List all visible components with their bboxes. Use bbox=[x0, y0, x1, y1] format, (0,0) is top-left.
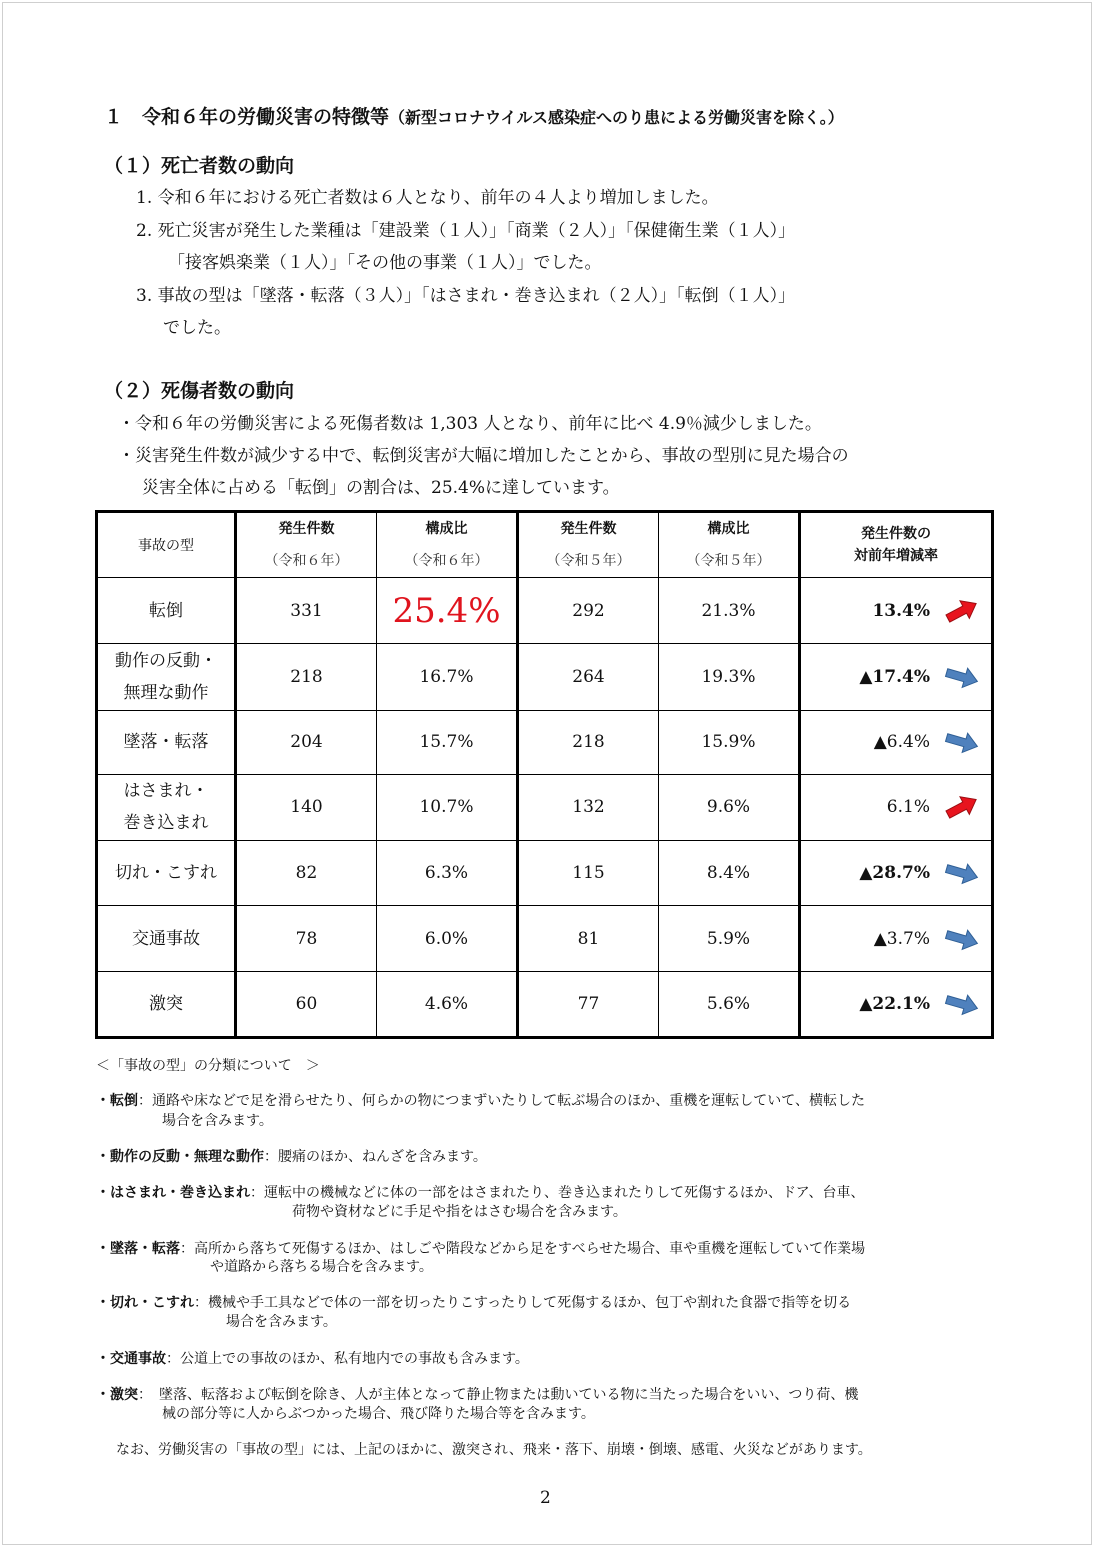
injuries-bullet-1: ・令和６年の労働災害による死傷者数は 1,303 人となり、前年に比べ 4.9％減少しました。 bbox=[118, 414, 822, 434]
cell-ratio-r6-value: 10.7% bbox=[419, 797, 474, 818]
down-arrow-icon bbox=[943, 664, 981, 690]
change-rate-value: 6.1% bbox=[886, 797, 930, 818]
cell-count-r6 bbox=[236, 774, 377, 840]
note-kire bbox=[96, 1292, 851, 1312]
cell-ratio-r5 bbox=[659, 578, 800, 644]
cell-ratio-r5 bbox=[659, 710, 800, 774]
note-dousa-label: ・動作の反動・無理な動作 bbox=[96, 1149, 264, 1165]
note-hasamare-cont: 荷物や資材などに手足や指をはさむ場合を含みます。 bbox=[292, 1204, 627, 1220]
cell-count-r6 bbox=[236, 644, 377, 710]
note-gekitotsu-cont: 械の部分等に人からぶつかった場合、飛び降りた場合等を含みます。 bbox=[162, 1406, 595, 1422]
cell-ratio-r5-value: 5.6% bbox=[706, 993, 751, 1014]
note-kire-label: ・切れ・こすれ bbox=[96, 1295, 194, 1311]
notes-title: ＜「事故の型」の分類について ＞ bbox=[96, 1058, 320, 1074]
cell-count-r6 bbox=[236, 841, 377, 906]
cell-ratio-r5-value: 5.9% bbox=[706, 928, 751, 949]
cell-type bbox=[97, 841, 236, 906]
cell-change-rate bbox=[800, 971, 993, 1037]
note-tsuiraku-label: ・墜落・転落 bbox=[96, 1241, 180, 1257]
change-rate-value: ▲17.4% bbox=[859, 666, 930, 687]
note-tentou-text: ：通路や床などで足を滑らせたり、何らかの物につまずいたりして転ぶ場合のほか、重機を運転していて、横転した bbox=[138, 1093, 866, 1109]
type-label-line1: 動作の反動・ bbox=[115, 650, 217, 671]
cell-count-r6-value: 60 bbox=[295, 993, 318, 1014]
notes-closing: なお、労働災害の「事故の型」には、上記のほかに、激突され、飛来・落下、崩壊・倒壊、感電、火災などがあります。 bbox=[116, 1442, 872, 1458]
header-change-rate bbox=[800, 512, 993, 578]
cell-count-r6 bbox=[236, 578, 377, 644]
cell-ratio-r5-value: 15.9% bbox=[701, 732, 756, 753]
cell-type bbox=[97, 971, 236, 1037]
table-row bbox=[97, 774, 993, 840]
note-gekitotsu bbox=[96, 1384, 858, 1404]
table-row bbox=[97, 578, 993, 644]
cell-ratio-r6-value: 15.7% bbox=[419, 732, 474, 753]
change-rate-value: ▲6.4% bbox=[873, 732, 930, 753]
cell-change-rate bbox=[800, 906, 993, 971]
deaths-item-1: 1. 令和６年における死亡者数は６人となり、前年の４人より増加しました。 bbox=[136, 188, 719, 208]
cell-ratio-r5 bbox=[659, 971, 800, 1037]
cell-count-r5-value: 218 bbox=[572, 732, 605, 753]
note-hasamare-text: ：運転中の機械などに体の一部をはさまれたり、巻き込まれたりして死傷するほか、ドア、台車、 bbox=[250, 1185, 865, 1201]
header-change-rate-line1: 発生件数の bbox=[861, 526, 931, 542]
cell-count-r5-value: 292 bbox=[572, 600, 605, 621]
cell-ratio-r6 bbox=[377, 578, 518, 644]
header-type: 事故の型 bbox=[97, 512, 236, 578]
note-kire-cont: 場合を含みます。 bbox=[226, 1314, 337, 1330]
cell-count-r6-value: 140 bbox=[290, 797, 323, 818]
cell-ratio-r6 bbox=[377, 906, 518, 971]
cell-ratio-r6-value: 6.3% bbox=[424, 863, 469, 884]
cell-ratio-r6 bbox=[377, 710, 518, 774]
note-hasamare bbox=[96, 1182, 864, 1202]
note-tsuiraku-cont: や道路から落ちる場合を含みます。 bbox=[210, 1259, 433, 1275]
header-ratio-r6-label: 構成比 bbox=[425, 521, 468, 537]
table-row bbox=[97, 841, 993, 906]
change-rate-value: ▲28.7% bbox=[859, 863, 930, 884]
cell-count-r6-value: 82 bbox=[295, 863, 318, 884]
cell-ratio-r6-value: 6.0% bbox=[424, 928, 469, 949]
heading-deaths: （１）死亡者数の動向 bbox=[104, 155, 295, 177]
header-count-r5-label: 発生件数 bbox=[560, 521, 617, 537]
table-row bbox=[97, 906, 993, 971]
cell-type bbox=[97, 644, 236, 710]
header-count-r6 bbox=[236, 512, 377, 578]
table-row bbox=[97, 971, 993, 1037]
cell-ratio-r5 bbox=[659, 774, 800, 840]
injuries-bullet-2: ・災害発生件数が減少する中で、転倒災害が大幅に増加したことから、事故の型別に見た場合の bbox=[118, 446, 849, 466]
cell-change-rate bbox=[800, 841, 993, 906]
note-koutsuu-text: ：公道上での事故のほか、私有地内での事故も含みます。 bbox=[166, 1351, 529, 1367]
down-arrow-icon bbox=[943, 860, 981, 886]
header-count-r6-label: 発生件数 bbox=[278, 521, 335, 537]
header-count-r5-year: （令和５年） bbox=[546, 553, 631, 569]
cell-ratio-r5 bbox=[659, 906, 800, 971]
type-label-line1: 激突 bbox=[149, 993, 183, 1014]
cell-count-r6 bbox=[236, 906, 377, 971]
cell-type bbox=[97, 578, 236, 644]
cell-count-r5-value: 132 bbox=[572, 797, 605, 818]
injuries-bullet-2-cont: 災害全体に占める「転倒」の割合は、25.4%に達しています。 bbox=[142, 478, 620, 498]
note-tsuiraku-text: ：高所から落ちて死傷するほか、はしごや階段などから足をすべらせた場合、車や重機を運転していて作業場 bbox=[180, 1241, 866, 1257]
down-arrow-icon bbox=[943, 729, 981, 755]
type-label-line1: はさまれ・ bbox=[123, 781, 209, 802]
section-title-note: （新型コロナウイルス感染症へのり患による労働災害を除く。） bbox=[389, 108, 844, 127]
cell-change-rate bbox=[800, 710, 993, 774]
cell-count-r5-value: 115 bbox=[572, 863, 605, 884]
type-label-line2: 巻き込まれ bbox=[123, 813, 209, 834]
type-label-line1: 墜落・転落 bbox=[123, 732, 209, 753]
section-title-text: １ 令和６年の労働災害の特徴等 bbox=[104, 106, 390, 128]
cell-count-r6-value: 78 bbox=[295, 928, 318, 949]
section-title bbox=[104, 102, 844, 129]
type-label-line2: 無理な動作 bbox=[123, 682, 209, 703]
note-koutsuu bbox=[96, 1348, 529, 1368]
cell-ratio-r6 bbox=[377, 841, 518, 906]
note-dousa-text: ：腰痛のほか、ねんざを含みます。 bbox=[264, 1149, 487, 1165]
note-tentou bbox=[96, 1090, 865, 1110]
change-rate-value: ▲3.7% bbox=[873, 928, 930, 949]
deaths-item-2: 2. 死亡災害が発生した業種は「建設業（１人）」「商業（２人）」「保健衛生業（１人）」 bbox=[136, 221, 796, 241]
header-ratio-r5-label: 構成比 bbox=[707, 521, 750, 537]
type-label-line1: 切れ・こすれ bbox=[115, 863, 217, 884]
cell-ratio-r5 bbox=[659, 841, 800, 906]
change-rate-value: ▲22.1% bbox=[859, 993, 930, 1014]
type-label-line1: 交通事故 bbox=[132, 928, 200, 949]
header-ratio-r5 bbox=[659, 512, 800, 578]
cell-change-rate bbox=[800, 774, 993, 840]
note-kire-text: ：機械や手工具などで体の一部を切ったりこすったりして死傷するほか、包丁や割れた食器で指等を切る bbox=[194, 1295, 852, 1311]
cell-ratio-r5-value: 8.4% bbox=[706, 863, 751, 884]
cell-count-r5 bbox=[518, 710, 659, 774]
cell-ratio-r6 bbox=[377, 971, 518, 1037]
header-ratio-r5-year: （令和５年） bbox=[686, 553, 771, 569]
down-arrow-icon bbox=[943, 991, 981, 1017]
cell-count-r5 bbox=[518, 578, 659, 644]
accident-type-table bbox=[95, 510, 994, 1039]
cell-count-r6 bbox=[236, 971, 377, 1037]
note-gekitotsu-text: ： 墜落、転落および転倒を除き、人が主体となって静止物または動いている物に当たった場合をいい、つり荷、機 bbox=[138, 1387, 859, 1403]
down-arrow-icon bbox=[943, 926, 981, 952]
cell-type bbox=[97, 710, 236, 774]
type-label-line1: 転倒 bbox=[149, 600, 183, 621]
table-row bbox=[97, 644, 993, 710]
cell-ratio-r5-value: 9.6% bbox=[706, 797, 751, 818]
cell-type bbox=[97, 774, 236, 840]
table-row bbox=[97, 710, 993, 774]
cell-count-r5-value: 81 bbox=[577, 928, 600, 949]
header-count-r5 bbox=[518, 512, 659, 578]
header-change-rate-line2: 対前年増減率 bbox=[854, 548, 938, 564]
cell-ratio-r6 bbox=[377, 774, 518, 840]
cell-count-r5-value: 77 bbox=[577, 993, 600, 1014]
page-number: 2 bbox=[540, 1488, 551, 1508]
header-ratio-r6 bbox=[377, 512, 518, 578]
header-ratio-r6-year: （令和６年） bbox=[404, 553, 489, 569]
header-count-r6-year: （令和６年） bbox=[264, 553, 349, 569]
cell-count-r5 bbox=[518, 841, 659, 906]
cell-count-r5-value: 264 bbox=[572, 666, 605, 687]
deaths-item-2-cont: 「接客娯楽業（１人）」「その他の事業（１人）」でした。 bbox=[168, 253, 602, 273]
up-arrow-icon bbox=[943, 598, 981, 624]
note-hasamare-label: ・はさまれ・巻き込まれ bbox=[96, 1185, 250, 1201]
cell-count-r5 bbox=[518, 906, 659, 971]
note-tentou-cont: 場合を含みます。 bbox=[162, 1113, 273, 1129]
cell-change-rate bbox=[800, 644, 993, 710]
cell-ratio-r5 bbox=[659, 644, 800, 710]
heading-injuries: （２）死傷者数の動向 bbox=[104, 380, 295, 402]
cell-count-r5 bbox=[518, 644, 659, 710]
cell-count-r6-value: 331 bbox=[290, 600, 323, 621]
cell-count-r6-value: 218 bbox=[290, 666, 323, 687]
note-gekitotsu-label: ・激突 bbox=[96, 1387, 138, 1403]
cell-ratio-r5-value: 19.3% bbox=[701, 666, 756, 687]
table-header-row bbox=[97, 512, 993, 578]
note-koutsuu-label: ・交通事故 bbox=[96, 1351, 166, 1367]
cell-ratio-r6-value: 25.4% bbox=[392, 590, 501, 631]
note-dousa bbox=[96, 1146, 487, 1166]
cell-ratio-r5-value: 21.3% bbox=[701, 600, 756, 621]
note-tentou-label: ・転倒 bbox=[96, 1093, 138, 1109]
cell-count-r6 bbox=[236, 710, 377, 774]
note-tsuiraku bbox=[96, 1238, 865, 1258]
cell-count-r5 bbox=[518, 774, 659, 840]
deaths-item-3: 3. 事故の型は「墜落・転落（３人）」「はさまれ・巻き込まれ（２人）」「転倒（１人）」 bbox=[136, 286, 796, 306]
cell-ratio-r6-value: 16.7% bbox=[419, 666, 474, 687]
cell-type bbox=[97, 906, 236, 971]
cell-ratio-r6-value: 4.6% bbox=[424, 993, 469, 1014]
deaths-item-3-cont: でした。 bbox=[163, 318, 231, 338]
change-rate-value: 13.4% bbox=[872, 600, 930, 621]
up-arrow-icon bbox=[943, 794, 981, 820]
cell-change-rate bbox=[800, 578, 993, 644]
cell-count-r6-value: 204 bbox=[290, 732, 323, 753]
cell-ratio-r6 bbox=[377, 644, 518, 710]
cell-count-r5 bbox=[518, 971, 659, 1037]
